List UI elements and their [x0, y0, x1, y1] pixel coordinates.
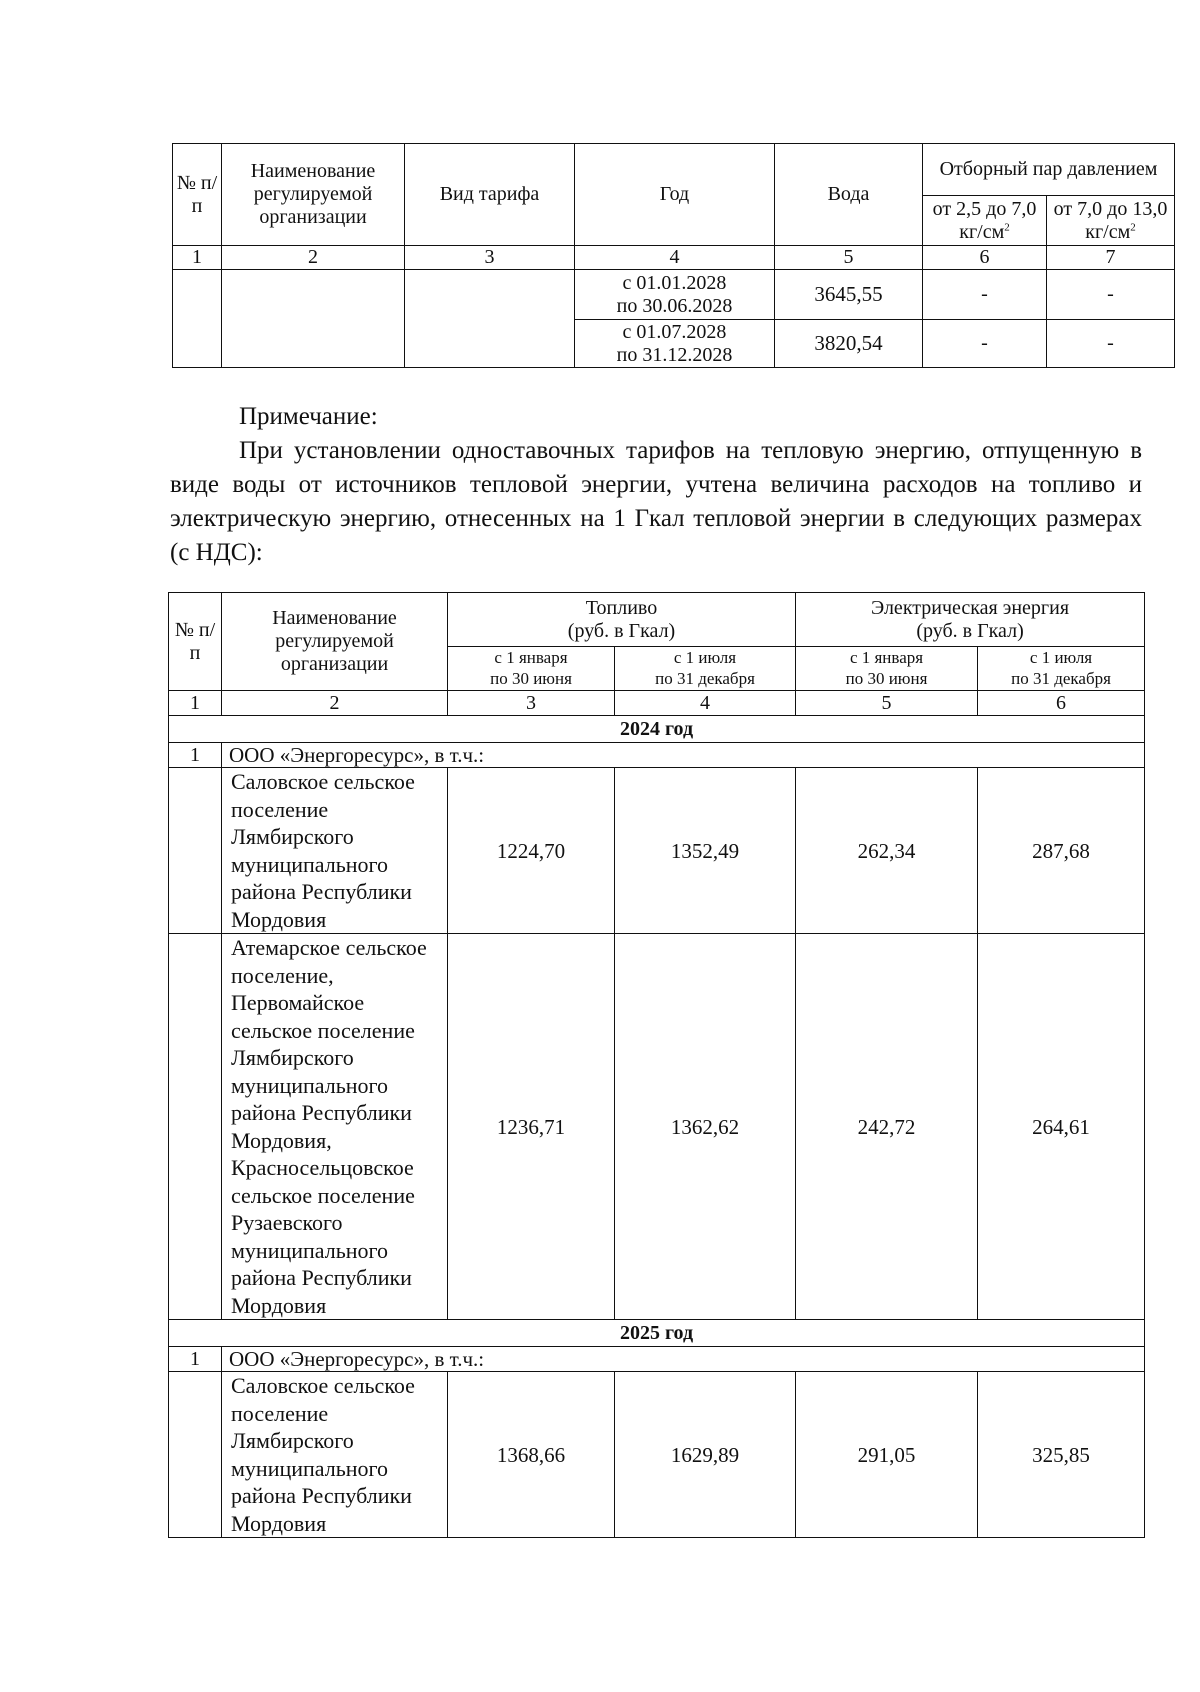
elec-h1-value: 291,05: [796, 1372, 978, 1538]
col-number: 2: [222, 691, 448, 716]
fuel-h2-value: 1362,62: [615, 934, 796, 1320]
year-row: [169, 1320, 1145, 1347]
org-name: ООО «Энергоресурс», в т.ч.:: [222, 743, 1145, 768]
elec-h2-value: 264,61: [978, 934, 1145, 1320]
header-num: № п/п: [173, 144, 222, 246]
header-fuel-h2: с 1 июля по 31 декабря: [615, 647, 796, 691]
header-year: Год: [575, 144, 775, 246]
col-number: 6: [978, 691, 1145, 716]
col-number: 2: [222, 246, 405, 270]
col-number: 5: [775, 246, 923, 270]
fuel-h1-value: 1368,66: [448, 1372, 615, 1538]
header-fuel: Топливо (руб. в Гкал): [448, 593, 796, 647]
column-numbers-row: [169, 691, 1145, 716]
col-number: 5: [796, 691, 978, 716]
empty-cell: [173, 270, 222, 368]
col-number: 4: [615, 691, 796, 716]
year-label: 2025 год: [169, 1320, 1145, 1347]
org-row: [169, 743, 1145, 768]
empty-cell: [169, 1372, 222, 1538]
year-row: [169, 716, 1145, 743]
empty-cell: [169, 768, 222, 934]
org-num: 1: [169, 1347, 222, 1372]
note-text: При установлении одноставочных тарифов на тепловую энергию, отпущенную в виде воды от источников тепловой энергии, учтена величина расходов на топливо и электрическую энергию, отнесенных на 1 Гкал тепловой энергии в следующих размерах (с НДС):: [170, 437, 1142, 566]
settlement-name: Саловское сельское поселение Лямбирского муниципального района Республики Мордовия: [222, 1372, 448, 1538]
header-tariff-type: Вид тарифа: [405, 144, 575, 246]
col-number: 3: [405, 246, 575, 270]
header-steam-low: от 2,5 до 7,0 $кг/см^2$: [923, 196, 1047, 246]
elec-h1-value: 242,72: [796, 934, 978, 1320]
header-num: № п/п: [169, 593, 222, 691]
water-value: 3820,54: [775, 320, 923, 368]
col-number: 6: [923, 246, 1047, 270]
elec-h2-value: 287,68: [978, 768, 1145, 934]
fuel-h1-value: 1236,71: [448, 934, 615, 1320]
header-elec-h2: с 1 июля по 31 декабря: [978, 647, 1145, 691]
period-cell: с 01.01.2028 по 30.06.2028: [575, 270, 775, 320]
table-row: [173, 270, 1175, 320]
steam-low-value: -: [923, 270, 1047, 320]
header-fuel-h1: с 1 января по 30 июня: [448, 647, 615, 691]
empty-cell: [222, 270, 405, 368]
fuel-h1-value: 1224,70: [448, 768, 615, 934]
col-number: 3: [448, 691, 615, 716]
table-row: [169, 1372, 1145, 1538]
steam-high-value: -: [1047, 320, 1175, 368]
col-number: 1: [169, 691, 222, 716]
column-numbers-row: [173, 246, 1175, 270]
elec-h2-value: 325,85: [978, 1372, 1145, 1538]
header-org: Наименование регулируемой организации: [222, 144, 405, 246]
water-value: 3645,55: [775, 270, 923, 320]
fuel-h2-value: 1629,89: [615, 1372, 796, 1538]
steam-high-value: -: [1047, 270, 1175, 320]
settlement-name: Атемарское сельское поселение, Первомайское сельское поселение Лямбирского муниципального района Республики Мордовия, Красносельцовское сельское поселение Рузаевского муниципального района Республики Мордовия: [222, 934, 448, 1320]
table-row: [169, 934, 1145, 1320]
empty-cell: [405, 270, 575, 368]
fuel-h2-value: 1352,49: [615, 768, 796, 934]
header-water: Вода: [775, 144, 923, 246]
org-name: ООО «Энергоресурс», в т.ч.:: [222, 1347, 1145, 1372]
header-org: Наименование регулируемой организации: [222, 593, 448, 691]
note-title: Примечание:: [239, 403, 378, 430]
empty-cell: [169, 934, 222, 1320]
period-cell: с 01.07.2028 по 31.12.2028: [575, 320, 775, 368]
col-number: 4: [575, 246, 775, 270]
year-label: 2024 год: [169, 716, 1145, 743]
elec-h1-value: 262,34: [796, 768, 978, 934]
note-block: [170, 400, 1142, 570]
table-row: [169, 768, 1145, 934]
fuel-electricity-table: [168, 592, 1145, 1538]
header-steam-high: от 7,0 до 13,0 $кг/см^2$: [1047, 196, 1175, 246]
settlement-name: Саловское сельское поселение Лямбирского муниципального района Республики Мордовия: [222, 768, 448, 934]
org-num: 1: [169, 743, 222, 768]
steam-low-value: -: [923, 320, 1047, 368]
col-number: 1: [173, 246, 222, 270]
tariff-table: [172, 143, 1175, 368]
header-elec-h1: с 1 января по 30 июня: [796, 647, 978, 691]
col-number: 7: [1047, 246, 1175, 270]
org-row: [169, 1347, 1145, 1372]
header-steam: Отборный пар давлением: [923, 144, 1175, 196]
header-electricity: Электрическая энергия (руб. в Гкал): [796, 593, 1145, 647]
